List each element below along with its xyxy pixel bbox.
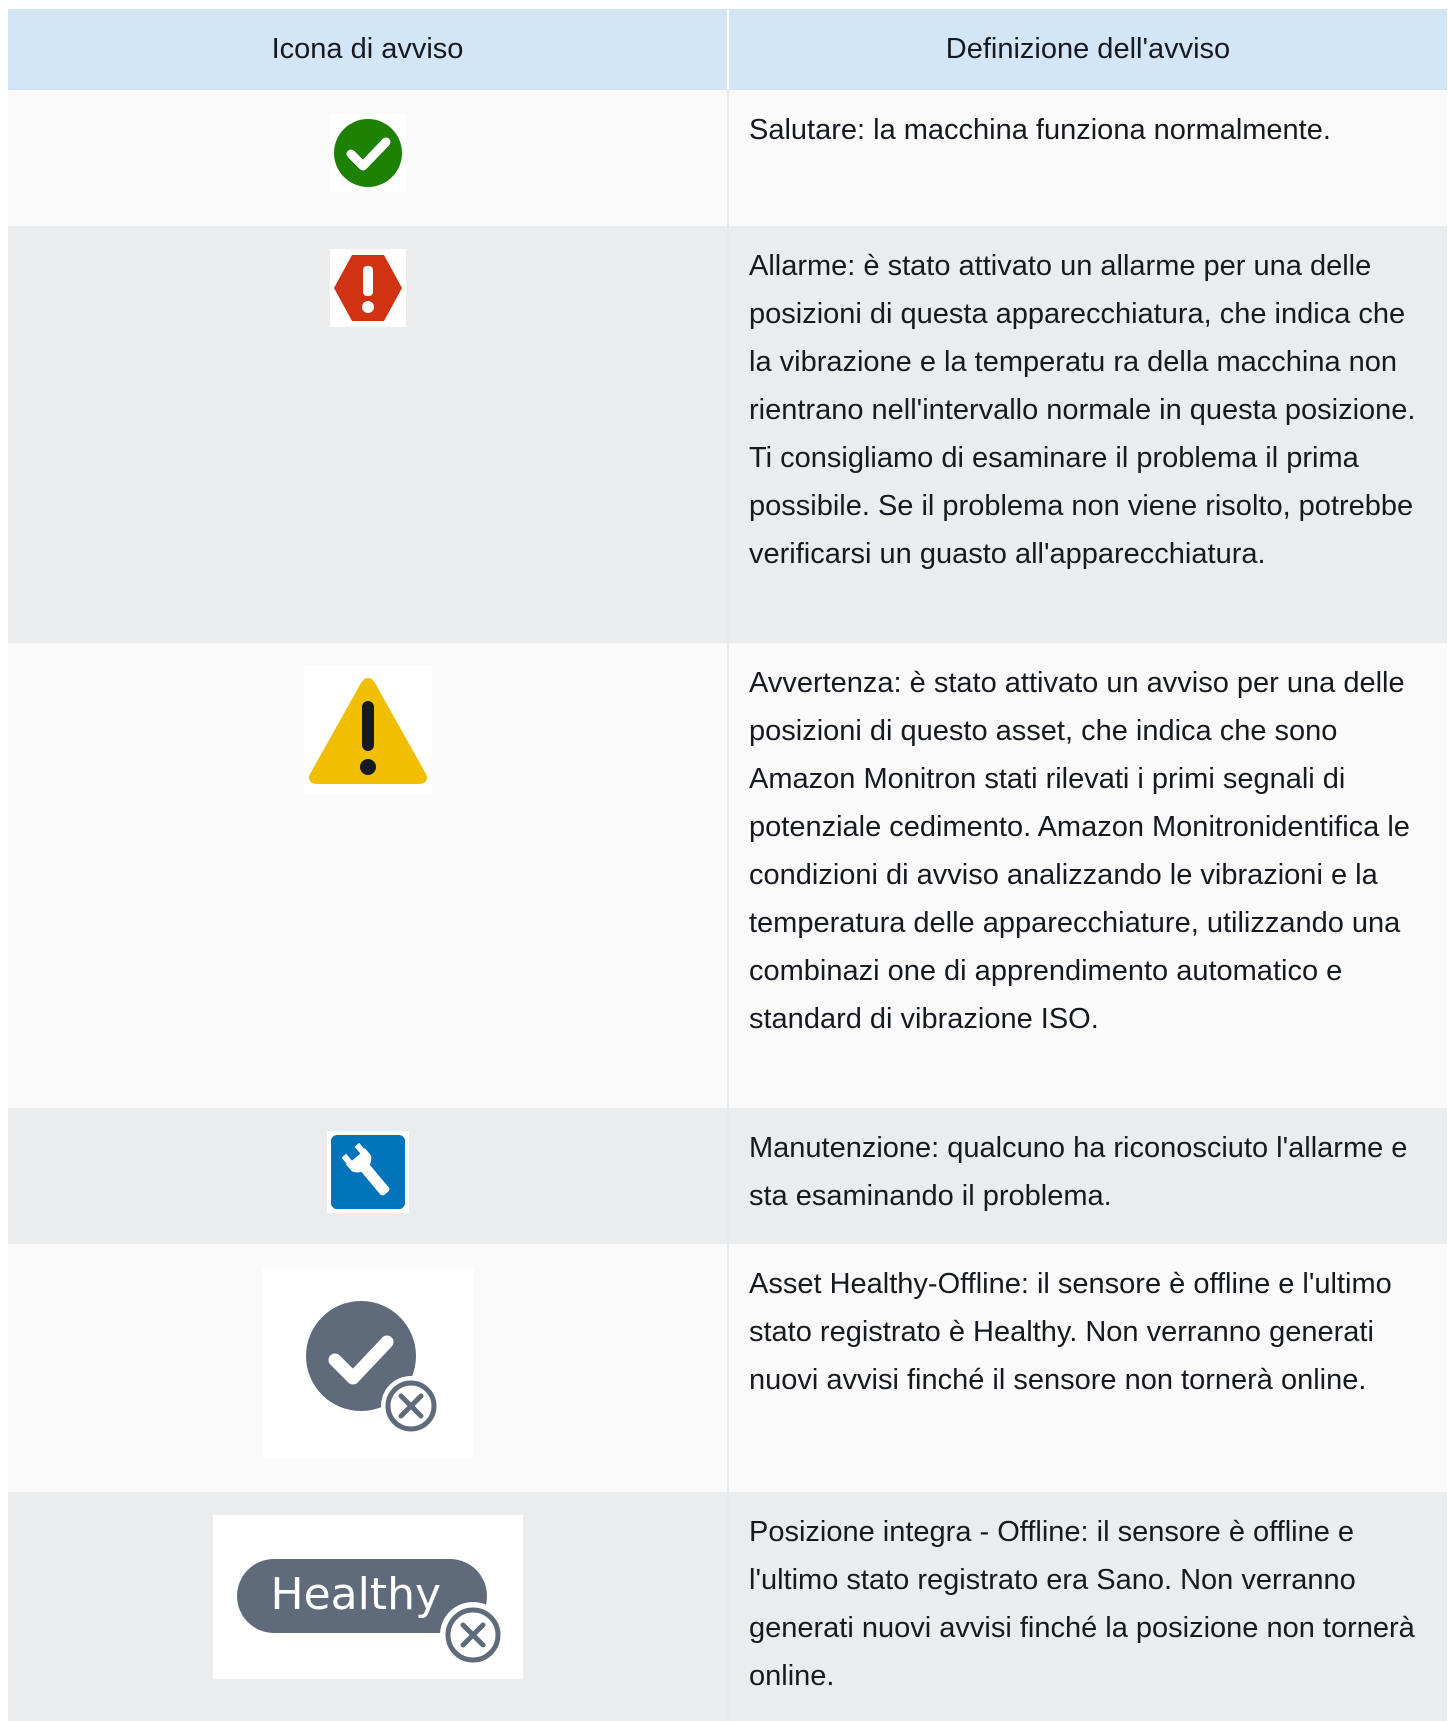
definition-cell bbox=[728, 226, 1447, 643]
icon-cell bbox=[8, 90, 728, 226]
alert-table bbox=[8, 9, 1447, 1721]
icon-cell bbox=[8, 1244, 728, 1492]
definition-text: Avvertenza: è stato attivato un avviso per una delle posizioni di questo asset, che indica che sono Amazon Monitron stati rilevati i primi segnali di potenziale cedimento. Amazon Monitronidentifica le condizioni di avviso analizzando le vibrazioni e la temperatura delle apparecchiature, utilizzando una combinazi one di apprendimento automatico e standard di vibrazione ISO. bbox=[749, 667, 1410, 1035]
definition-text: Asset Healthy-Offline: il sensore è offline e l'ultimo stato registrato è Healthy. Non verranno generati nuovi avvisi finché il sensore non tornerà online. bbox=[749, 1268, 1392, 1396]
definition-cell bbox=[728, 1108, 1447, 1244]
table-row bbox=[8, 1108, 1447, 1244]
definition-cell bbox=[728, 1244, 1447, 1492]
header-icon-column: Icona di avviso bbox=[8, 9, 728, 90]
table-row bbox=[8, 90, 1447, 226]
healthy-badge-offline-icon bbox=[213, 1515, 523, 1679]
definition-text: Manutenzione: qualcuno ha riconosciuto l'allarme e sta esaminando il problema. bbox=[749, 1132, 1408, 1212]
definition-text: Salutare: la macchina funziona normalmente. bbox=[749, 114, 1331, 146]
alarm-octagon-icon bbox=[330, 249, 406, 327]
icon-cell bbox=[8, 643, 728, 1108]
definition-cell bbox=[728, 1492, 1447, 1721]
definition-cell bbox=[728, 90, 1447, 226]
header-definition-column: Definizione dell'avviso bbox=[728, 9, 1447, 90]
definition-cell bbox=[728, 643, 1447, 1108]
definition-text: Posizione integra - Offline: il sensore è offline e l'ultimo stato registrato era Sano. Non verranno generati nuovi avvisi finché la posizione non tornerà online. bbox=[749, 1516, 1415, 1692]
table-row bbox=[8, 643, 1447, 1108]
healthy-check-icon bbox=[330, 114, 406, 192]
warning-triangle-icon bbox=[304, 666, 432, 794]
table-row bbox=[8, 226, 1447, 643]
healthy-badge-label: Healthy bbox=[270, 1569, 442, 1620]
table-row bbox=[8, 1244, 1447, 1492]
healthy-offline-icon bbox=[263, 1268, 473, 1458]
icon-cell bbox=[8, 226, 728, 643]
maintenance-wrench-icon bbox=[327, 1131, 409, 1213]
alert-table-container bbox=[8, 9, 1447, 1721]
icon-cell bbox=[8, 1492, 728, 1721]
table-row bbox=[8, 1492, 1447, 1721]
table-header-row bbox=[8, 9, 1447, 90]
definition-text: Allarme: è stato attivato un allarme per una delle posizioni di questa apparecchiatura, che indica che la vibrazione e la temperatu ra della macchina non rientrano nell'intervallo normale in questa posizione. Ti consigliamo di esaminare il problema il prima possibile. Se il problema non viene risolto, potrebbe verificarsi un guasto all'apparecchiatura. bbox=[749, 250, 1416, 570]
icon-cell bbox=[8, 1108, 728, 1244]
